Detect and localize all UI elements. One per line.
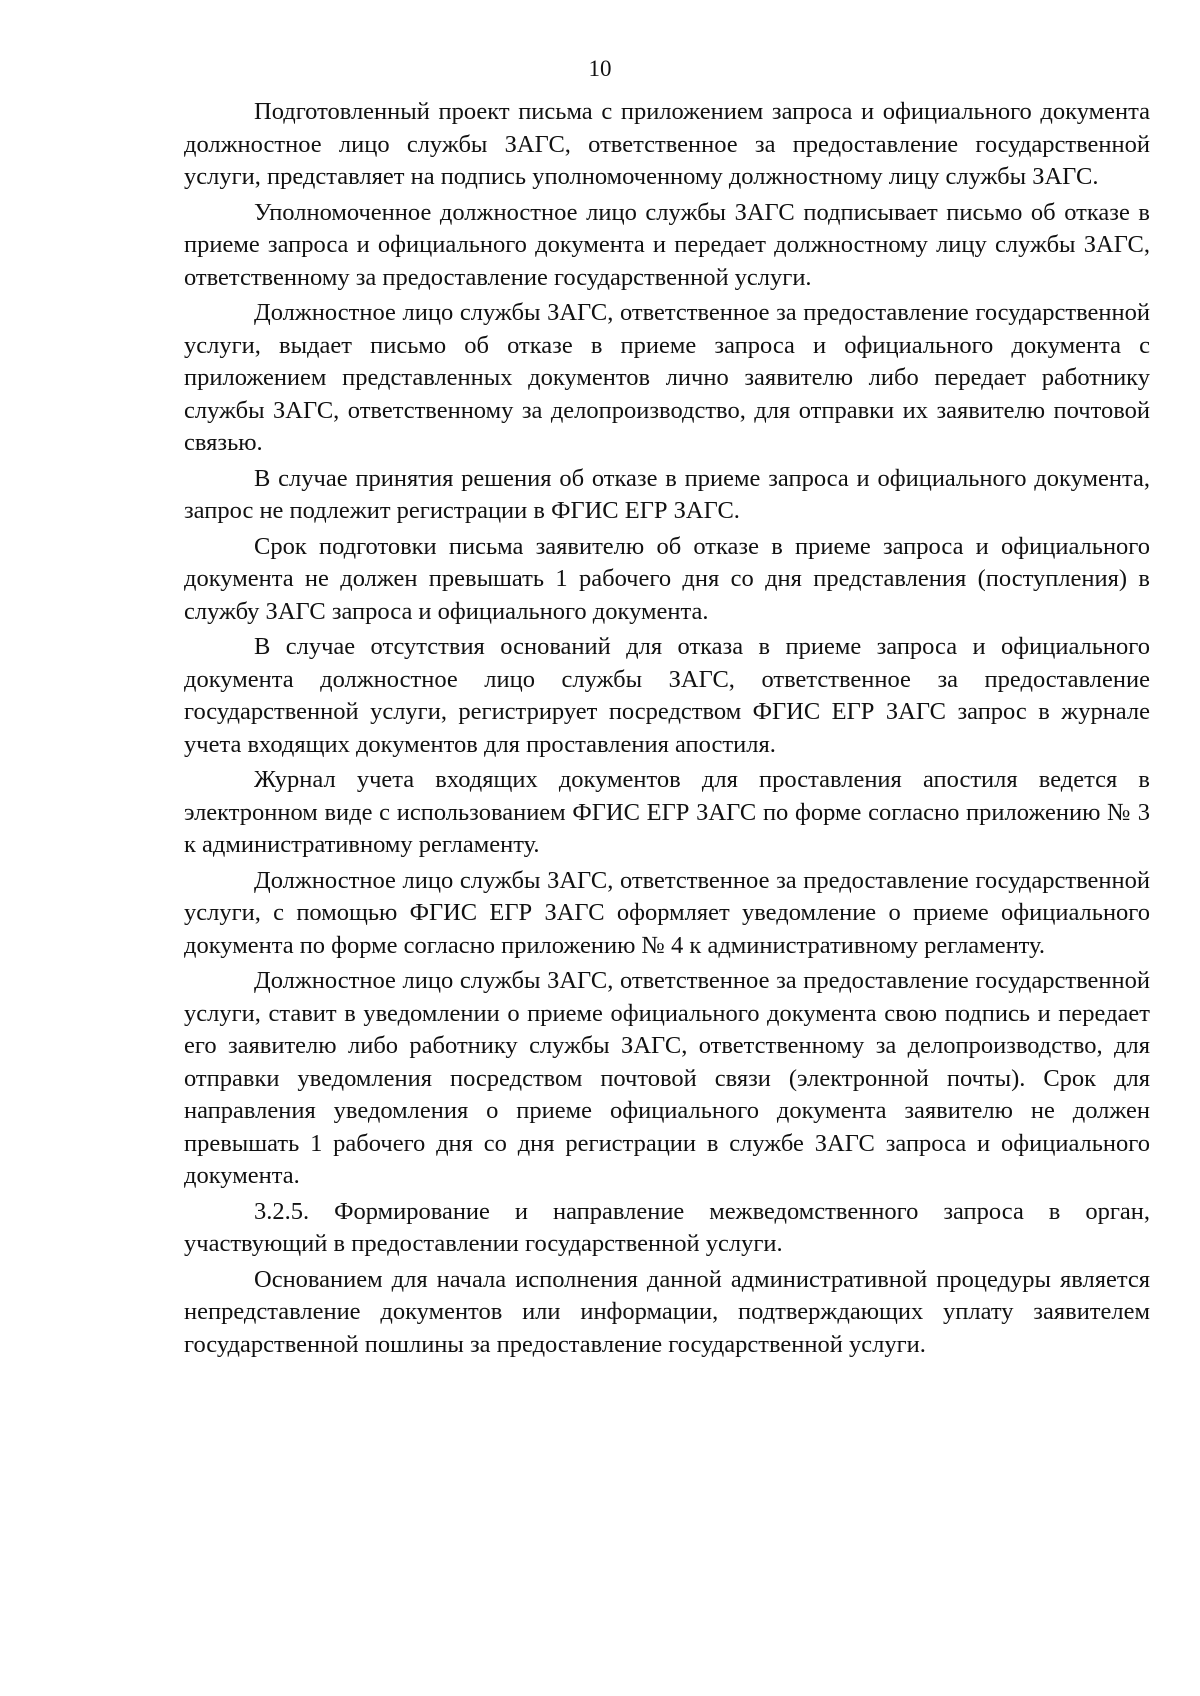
- paragraph-refusal-deadline: Срок подготовки письма заявителю об отказе в приеме запроса и официального документа не должен превышать 1 рабочего дня со дня представления (поступления) в службу ЗАГС запроса и официального документа.: [184, 532, 1150, 625]
- paragraph-procedure-basis: Основанием для начала исполнения данной административной процедуры является непредставление документов или информации, подтверждающих уплату заявителем государственной пошлины за предоставление государственной услуги.: [184, 1265, 1150, 1358]
- paragraph-journal: Журнал учета входящих документов для проставления апостиля ведется в электронном виде с использованием ФГИС ЕГР ЗАГС по форме согласно приложению № 3 к административному регламенту.: [184, 766, 1150, 858]
- paragraph-draft-letter: Подготовленный проект письма с приложением запроса и официального документа должностное лицо службы ЗАГС, ответственное за предоставление государственной услуги, представляет на подпись уполномоченному должностному лицу службы ЗАГС.: [184, 98, 1150, 190]
- paragraph-notification: Должностное лицо службы ЗАГС, ответственное за предоставление государственной услуги, с помощью ФГИС ЕГР ЗАГС оформляет уведомление о приеме официального документа по форме согласно приложению № 4 к административному регламенту.: [184, 866, 1150, 959]
- paragraph-issues-refusal: Должностное лицо службы ЗАГС, ответственное за предоставление государственной услуги, выдает письмо об отказе в приеме запроса и официального документа с приложением представленных документов лично заявителю либо передает работнику службы ЗАГС, ответственному за делопроизводство, для отправки их заявителю почтовой связью.: [184, 299, 1150, 456]
- paragraph-no-registration: В случае принятия решения об отказе в приеме запроса и официального документа, запрос не подлежит регистрации в ФГИС ЕГР ЗАГС.: [184, 464, 1150, 524]
- page-number: 10: [588, 56, 612, 81]
- section-heading-3-2-5: 3.2.5. Формирование и направление межведомственного запроса в орган, участвующий в предоставлении государственной услуги.: [184, 1197, 1150, 1257]
- paragraph-notification-delivery: Должностное лицо службы ЗАГС, ответственное за предоставление государственной услуги, ставит в уведомлении о приеме официального документа свою подпись и передает его заявителю либо работнику службы ЗАГС, ответственному за делопроизводство, для отправки уведомления посредством почтовой связи (электронной почты). Срок для направления уведомления о приеме официального документа заявителю не должен превышать 1 рабочего дня со дня регистрации в службе ЗАГС запроса и официального документа.: [184, 967, 1150, 1189]
- document-body: [184, 96, 1150, 1364]
- paragraph-registration: В случае отсутствия оснований для отказа в приеме запроса и официального документа должностное лицо службы ЗАГС, ответственное за предоставление государственной услуги, регистрирует посредством ФГИС ЕГР ЗАГС запрос в журнале учета входящих документов для проставления апостиля.: [184, 633, 1150, 758]
- paragraph-signs-refusal: Уполномоченное должностное лицо службы ЗАГС подписывает письмо об отказе в приеме запроса и официального документа и передает должностному лицу службы ЗАГС, ответственному за предоставление государственной услуги.: [184, 198, 1150, 291]
